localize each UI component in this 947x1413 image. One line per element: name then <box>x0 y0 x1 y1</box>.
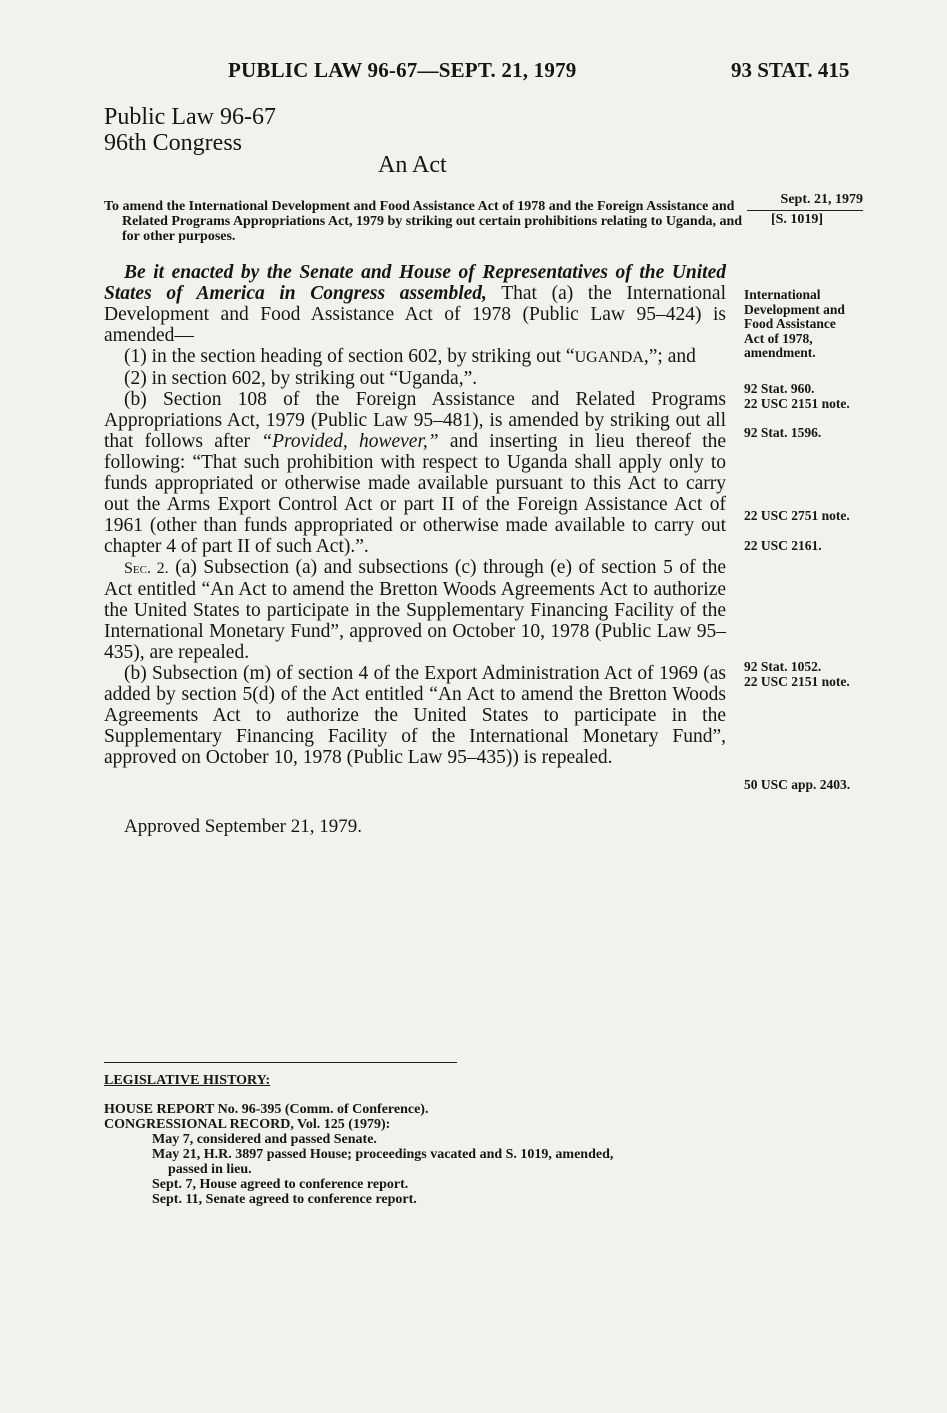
amendment-item-2: (2) in section 602, by striking out “Uganda,”. <box>124 368 478 389</box>
law-body <box>104 262 726 768</box>
amendment-item-1 <box>104 346 726 368</box>
purpose-statement: To amend the International Development and Food Assistance Act of 1978 and the Foreign Assistance and Related Programs Appropriations Act, 1979 by striking out certain prohibitions relating to Uganda, and for other purposes. <box>104 199 743 244</box>
margin-note-92-stat-960: 92 Stat. 960. <box>744 381 815 396</box>
act-title: An Act <box>378 152 447 178</box>
show-through-texture <box>600 100 760 160</box>
running-head: PUBLIC LAW 96-67—SEPT. 21, 1979 <box>228 58 577 82</box>
statute-reference: 93 STAT. 415 <box>731 58 850 82</box>
history-entry: May 7, considered and passed Senate. <box>152 1132 377 1147</box>
section-1b-text: (b) Section 108 of the Foreign Assistance and Related Programs Appropriations Act, 1979 (Public Law 95–481), is amended by striking out all that follows after <box>104 389 726 452</box>
margin-note-92-stat-1596: 92 Stat. 1596. <box>744 425 822 440</box>
margin-note-50-usc-app: 50 USC app. 2403. <box>744 777 851 792</box>
history-divider <box>104 1062 457 1063</box>
item-1-text: (1) in the section heading of section 602, by striking out “ <box>124 346 575 367</box>
provided-however-phrase: “Provided, however,” <box>261 431 439 452</box>
legislative-history-heading: LEGISLATIVE HISTORY: <box>104 1073 271 1088</box>
margin-note-act-amendment: International Development and Food Assistance Act of 1978, amendment. <box>744 287 845 360</box>
uganda-smallcaps: UGANDA <box>574 349 644 366</box>
section-1b-continuation: and inserting in lieu thereof the following: “That such prohibition with respect to Uganda shall apply only to funds appropriated or otherwise made available pursuant to this Act to carry out the Arms Export Control Act or part II of the Foreign Assistance Act of 1961 (other than funds appropriated or otherwise made available to carry out chapter 4 of part II of such Act).”. <box>104 431 727 557</box>
legislative-history <box>104 1073 744 1207</box>
item-1-end: ,”; and <box>643 346 696 367</box>
enacting-clause: Be it enacted by the Senate and House of Representatives of the United States of America in Congress assembled, <box>104 262 726 304</box>
bill-number-note: [S. 1019] <box>770 212 824 227</box>
congressional-record-line: CONGRESSIONAL RECORD, Vol. 125 (1979): <box>104 1117 391 1132</box>
section-2a-paragraph <box>104 557 726 663</box>
enactment-date-note: Sept. 21, 1979 <box>747 192 863 211</box>
section-1a-text: That (a) the International Development and Food Assistance Act of 1978 (Public Law 95–424) is amended— <box>104 283 727 346</box>
section-1b-paragraph <box>104 389 726 557</box>
margin-note-22-usc-2751: 22 USC 2751 note. <box>744 508 850 523</box>
approval-line: Approved September 21, 1979. <box>124 816 362 837</box>
margin-note-22-usc-2151-b: 22 USC 2151 note. <box>744 674 850 689</box>
enacting-paragraph <box>104 262 726 346</box>
history-entry: passed in lieu. <box>168 1162 252 1177</box>
section-2b-paragraph: (b) Subsection (m) of section 4 of the Export Administration Act of 1969 (as added by section 5(d) of the Act entitled “An Act to amend the Bretton Woods Agreements Act to authorize the United States to participate in the Supplementary Financing Facility of the International Monetary Fund”, approved on October 10, 1978 (Public Law 95–435)) is repealed. <box>104 663 726 768</box>
margin-note-22-usc-2151: 22 USC 2151 note. <box>744 396 850 411</box>
congress-label: 96th Congress <box>104 130 242 156</box>
section-2-label: Sec. 2. <box>124 560 169 577</box>
margin-note-92-stat-1052: 92 Stat. 1052. <box>744 659 822 674</box>
history-entry: May 21, H.R. 3897 passed House; proceedings vacated and S. 1019, amended, <box>152 1147 614 1162</box>
house-report-line: HOUSE REPORT No. 96-395 (Comm. of Conference). <box>104 1102 429 1117</box>
margin-note-22-usc-2161: 22 USC 2161. <box>744 538 822 553</box>
history-entry: Sept. 7, House agreed to conference report. <box>152 1177 409 1192</box>
section-2a-text: (a) Subsection (a) and subsections (c) through (e) of section 5 of the Act entitled “An Act to amend the Bretton Woods Agreements Act to authorize the United States to participate in the Supplementary Financing Facility of the International Monetary Fund”, approved on October 10, 1978 (Public Law 95–435), are repealed. <box>104 557 727 663</box>
law-number: Public Law 96-67 <box>104 104 276 130</box>
history-entry: Sept. 11, Senate agreed to conference report. <box>152 1192 417 1207</box>
